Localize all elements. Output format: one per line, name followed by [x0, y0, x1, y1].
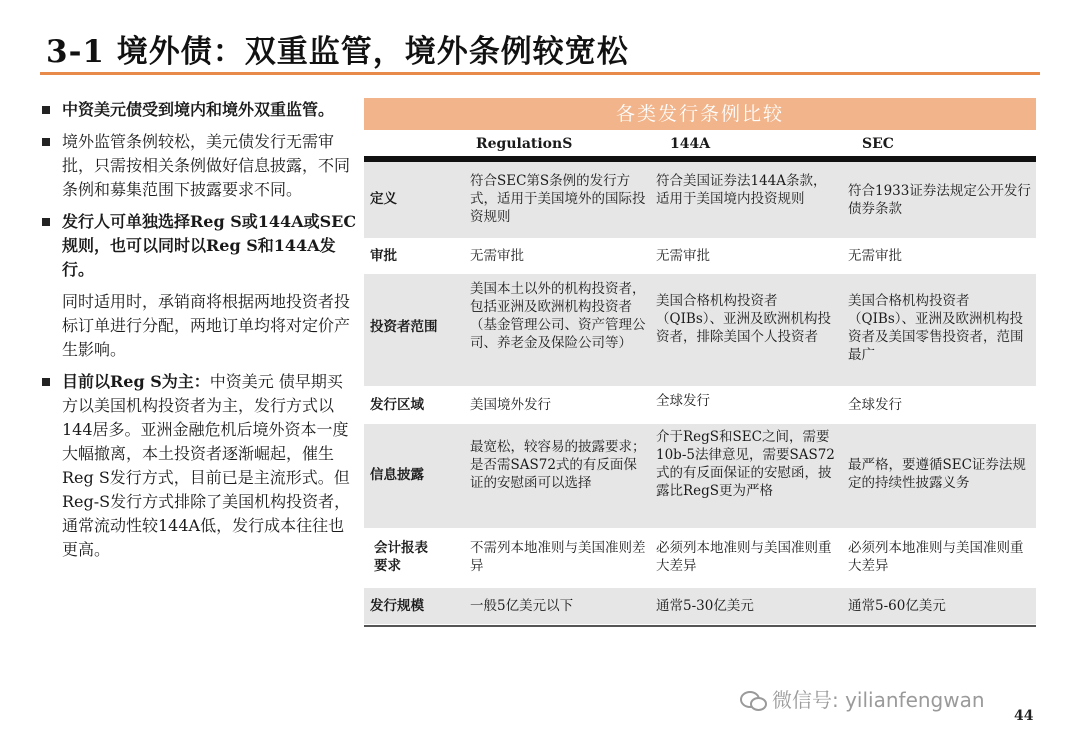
- row-cell-regs: 美国本土以外的机构投资者，包括亚洲及欧洲机构投资者（基金管理公司、资产管理公司、养老金及保险公司等）: [470, 281, 646, 351]
- row-cell-regs: 一般5亿美元以下: [470, 598, 574, 614]
- row-category: 发行区域: [370, 397, 424, 413]
- wechat-icon: [740, 689, 766, 709]
- row-cell-sec: 全球发行: [848, 397, 902, 413]
- row-category: 发行规模: [370, 598, 424, 614]
- square-bullet-icon: [42, 218, 50, 226]
- paragraph-4-lead: 目前以Reg S为主：: [62, 372, 210, 391]
- page-title: 3-1 境外债：双重监管，境外条例较宽松: [46, 34, 629, 70]
- row-cell-144a: 全球发行: [656, 393, 710, 409]
- square-bullet-icon: [42, 378, 50, 386]
- row-cell-sec: 必须列本地准则与美国准则重大差异: [848, 540, 1024, 574]
- row-category: 信息披露: [370, 467, 424, 483]
- paragraph-2-text: 境外监管条例较松，美元债发行无需审批，只需按相关条例做好信息披露，不同条例和募集范围下披露要求不同。: [62, 132, 351, 199]
- row-category: 投资者范围: [370, 319, 438, 335]
- row-cell-144a: 通常5-30亿美元: [656, 598, 754, 614]
- row-cell-regs: 符合SEC第S条例的发行方式，适用于美国境外的国际投资规则: [470, 173, 646, 225]
- row-cell-144a: 介于RegS和SEC之间，需要10b-5法律意见，需要SAS72式的有反面保证的安慰函，披露比RegS更为严格: [656, 429, 835, 499]
- watermark-text: 微信号: yilianfengwan: [772, 688, 985, 712]
- paragraph-2: [40, 130, 358, 202]
- row-cell-regs: 无需审批: [470, 248, 524, 264]
- column-header-sec: SEC: [862, 136, 894, 152]
- column-header-regs: RegulationS: [476, 136, 573, 152]
- table-row: [364, 424, 1036, 529]
- row-cell-sec: 符合1933证券法规定公开发行债券条款: [848, 183, 1031, 217]
- row-cell-sec: 美国合格机构投资者（QIBs）、亚洲及欧洲机构投资者及美国零售投资者，范围最广: [848, 293, 1024, 363]
- row-cell-regs: 美国境外发行: [470, 397, 551, 413]
- paragraph-1: [40, 98, 358, 122]
- comparison-table: [364, 98, 1036, 627]
- row-cell-sec: 最严格，要遵循SEC证券法规定的持续性披露义务: [848, 457, 1026, 491]
- row-cell-regs: 最宽松，较容易的披露要求；是否需SAS72式的有反面保证的安慰函可以选择: [470, 439, 646, 491]
- row-cell-144a: 无需审批: [656, 248, 710, 264]
- page-number: 44: [1014, 708, 1034, 724]
- title-divider: [40, 72, 1040, 75]
- paragraph-3-continued: 同时适用时，承销商将根据两地投资者投标订单进行分配，两地订单均将对定价产生影响。: [62, 292, 351, 359]
- row-cell-144a: 必须列本地准则与美国准则重大差异: [656, 540, 832, 574]
- row-cell-144a: 符合美国证券法144A条款，适用于美国境内投资规则: [656, 173, 827, 207]
- table-row: [364, 274, 1036, 387]
- table-column-headers: [364, 130, 1036, 156]
- row-category: 审批: [370, 248, 397, 264]
- row-cell-sec: 通常5-60亿美元: [848, 598, 946, 614]
- row-cell-sec: 无需审批: [848, 248, 902, 264]
- table-row: [364, 529, 1036, 588]
- row-category: 定义: [370, 191, 397, 207]
- table-row: [364, 588, 1036, 625]
- table-bottom-rule: [364, 625, 1036, 627]
- row-cell-regs: 不需列本地准则与美国准则差异: [470, 540, 646, 574]
- watermark: [740, 684, 985, 713]
- table-heading: 各类发行条例比较: [364, 98, 1036, 130]
- table-row: [364, 239, 1036, 274]
- square-bullet-icon: [42, 138, 50, 146]
- row-category: 会计报表要求: [374, 540, 428, 574]
- paragraph-3: [40, 210, 358, 282]
- paragraph-4-text: 中资美元 债早期买方以美国机构投资者为主，发行方式以144居多。亚洲金融危机后境外资本一度大幅撤离，本土投资者逐渐崛起，催生Reg S发行方式，目前已是主流形式。但Reg-S发行方式排除了美国机构投资者，通常流动性较144A低，发行成本往往也更高。: [62, 372, 351, 559]
- column-header-144a: 144A: [670, 136, 711, 152]
- left-text-panel: [40, 98, 358, 570]
- table-row: [364, 387, 1036, 424]
- table-row: [364, 162, 1036, 239]
- paragraph-4: [40, 370, 358, 562]
- square-bullet-icon: [42, 106, 50, 114]
- paragraph-3-text: 发行人可单独选择Reg S或144A或SEC规则，也可以同时以Reg S和144A发行。: [62, 212, 357, 279]
- row-cell-144a: 美国合格机构投资者（QIBs）、亚洲及欧洲机构投资者，排除美国个人投资者: [656, 293, 831, 345]
- paragraph-1-text: 中资美元债受到境内和境外双重监管。: [62, 100, 335, 119]
